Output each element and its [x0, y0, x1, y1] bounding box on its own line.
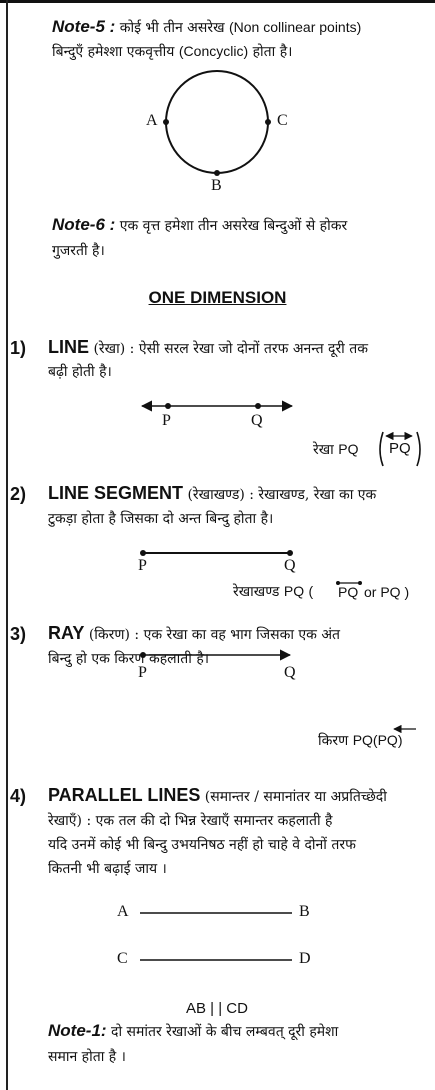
note6-line1 — [52, 214, 432, 237]
line-notation-paren-right — [417, 432, 420, 466]
segment-label-q: Q — [284, 557, 296, 574]
ray-term: RAY — [48, 623, 85, 643]
ray-label-q: Q — [284, 664, 296, 681]
ray-number: 3) — [10, 624, 27, 644]
note5-text-hi: कोई भी तीन असरेख — [119, 20, 225, 36]
segment-caption: रेखाखण्ड PQ ( — [233, 583, 314, 600]
line-label-p: P — [162, 412, 171, 429]
line-point-q — [255, 403, 261, 409]
segment-label-p: P — [138, 557, 147, 574]
line-caption-notation: PQ — [389, 440, 411, 457]
line-caption-pq: PQ — [338, 441, 359, 457]
line-notation-paren-left — [380, 432, 383, 466]
parallel-hindi: (समान्तर / समानांतर या अप्रतिच्छेदी — [204, 789, 387, 805]
ray-caption-notation: PQ — [377, 732, 398, 748]
segment-def2: टुकड़ा होता है जिसका दो अन्त बिन्दु होता है। — [48, 511, 274, 527]
note5-line2-en: (Concyclic) — [178, 43, 249, 59]
parallel-def1: रेखाएँ) : एक तल की दो भिन्न रेखाएँ समान्तर कहलाती है — [48, 813, 333, 829]
segment-caption-hi: रेखाखण्ड — [233, 584, 280, 600]
segment-caption-pq: PQ — [283, 583, 305, 599]
note6-text1: एक वृत्त हमेशा तीन असरेख बिन्दुओं से होकर — [119, 218, 348, 234]
line-label-q: Q — [251, 412, 263, 429]
parallel-def2: यदि उनमें कोई भी बिन्दु उभयनिषठ नहीं हो चाहे वे दोनों तरफ — [48, 837, 356, 853]
note1-title: Note-1: — [48, 1021, 107, 1040]
ray-hindi: (किरण) : — [88, 627, 140, 643]
ray-caption: किरण PQ(PQ) — [318, 732, 403, 749]
segment-point-p — [140, 550, 146, 556]
parallel-number: 4) — [10, 786, 27, 806]
note1-text1: दो समांतर रेखाओं के बीच लम्बवत् दूरी हमेशा — [111, 1024, 339, 1040]
ray-def1: एक रेखा का वह भाग जिसका एक अंत — [143, 627, 341, 643]
point-c — [265, 119, 271, 125]
segment-def-line1 — [48, 482, 376, 506]
label-c: C — [277, 112, 288, 129]
segment-point-q — [287, 550, 293, 556]
segment-term: LINE SEGMENT — [48, 483, 184, 503]
ray-def2: बिन्दु हो एक किरण कहलाती है। — [48, 651, 210, 667]
ray-def-line1 — [48, 622, 340, 646]
point-a — [163, 119, 169, 125]
line-point-p — [165, 403, 171, 409]
parallel-label-b: B — [299, 903, 310, 920]
segment-caption-or: or PQ ) — [364, 584, 410, 600]
note1-line1 — [48, 1020, 338, 1043]
segment-number: 2) — [10, 484, 27, 504]
line-def1: ऐसी सरल रेखा जो दोनों तरफ अनन्त दूरी तक — [138, 341, 368, 357]
line-caption-hi: रेखा — [313, 442, 334, 458]
parallel-relation: AB | | CD — [186, 1000, 248, 1017]
line-hindi: (रेखा) : — [93, 341, 135, 357]
point-b — [214, 170, 220, 176]
note5-text-en: (Non collinear points) — [228, 19, 362, 35]
note5-line2-hi: बिन्दुएँ हमेश्शा एकवृत्तीय — [52, 44, 175, 60]
parallel-term: PARALLEL LINES — [48, 785, 201, 805]
concyclic-circle — [166, 71, 268, 173]
line-caption — [313, 440, 359, 459]
note1-text2: समान होता है । — [48, 1049, 126, 1065]
page-heading: ONE DIMENSION — [148, 288, 287, 307]
parallel-def3: कितनी भी बढ़ाई जाय । — [48, 861, 167, 877]
parallel-label-c: C — [117, 950, 128, 967]
ray-caption-pq: PQ — [352, 732, 373, 748]
label-b: B — [211, 177, 222, 194]
note6-title: Note-6 : — [52, 215, 116, 234]
parallel-def-line1 — [48, 784, 387, 808]
note5-title: Note-5 : — [52, 17, 116, 36]
label-a: A — [146, 112, 158, 129]
segment-def1: रेखाखण्ड, रेखा का एक — [258, 487, 377, 503]
line-def2: बढ़ी होती है। — [48, 364, 112, 380]
line-def-line1 — [48, 336, 368, 360]
segment-hindi: (रेखाखण्ड) : — [187, 487, 254, 503]
ray-label-p: P — [138, 664, 147, 681]
parallel-label-a: A — [117, 903, 129, 920]
note6-text2: गुजरती है। — [52, 243, 105, 259]
line-number: 1) — [10, 338, 27, 358]
line-term: LINE — [48, 337, 90, 357]
ray-caption-hi: किरण — [318, 733, 349, 749]
parallel-label-d: D — [299, 950, 311, 967]
segment-caption-notation: PQ — [338, 584, 359, 600]
note5-line2-end: होता है। — [252, 44, 293, 60]
